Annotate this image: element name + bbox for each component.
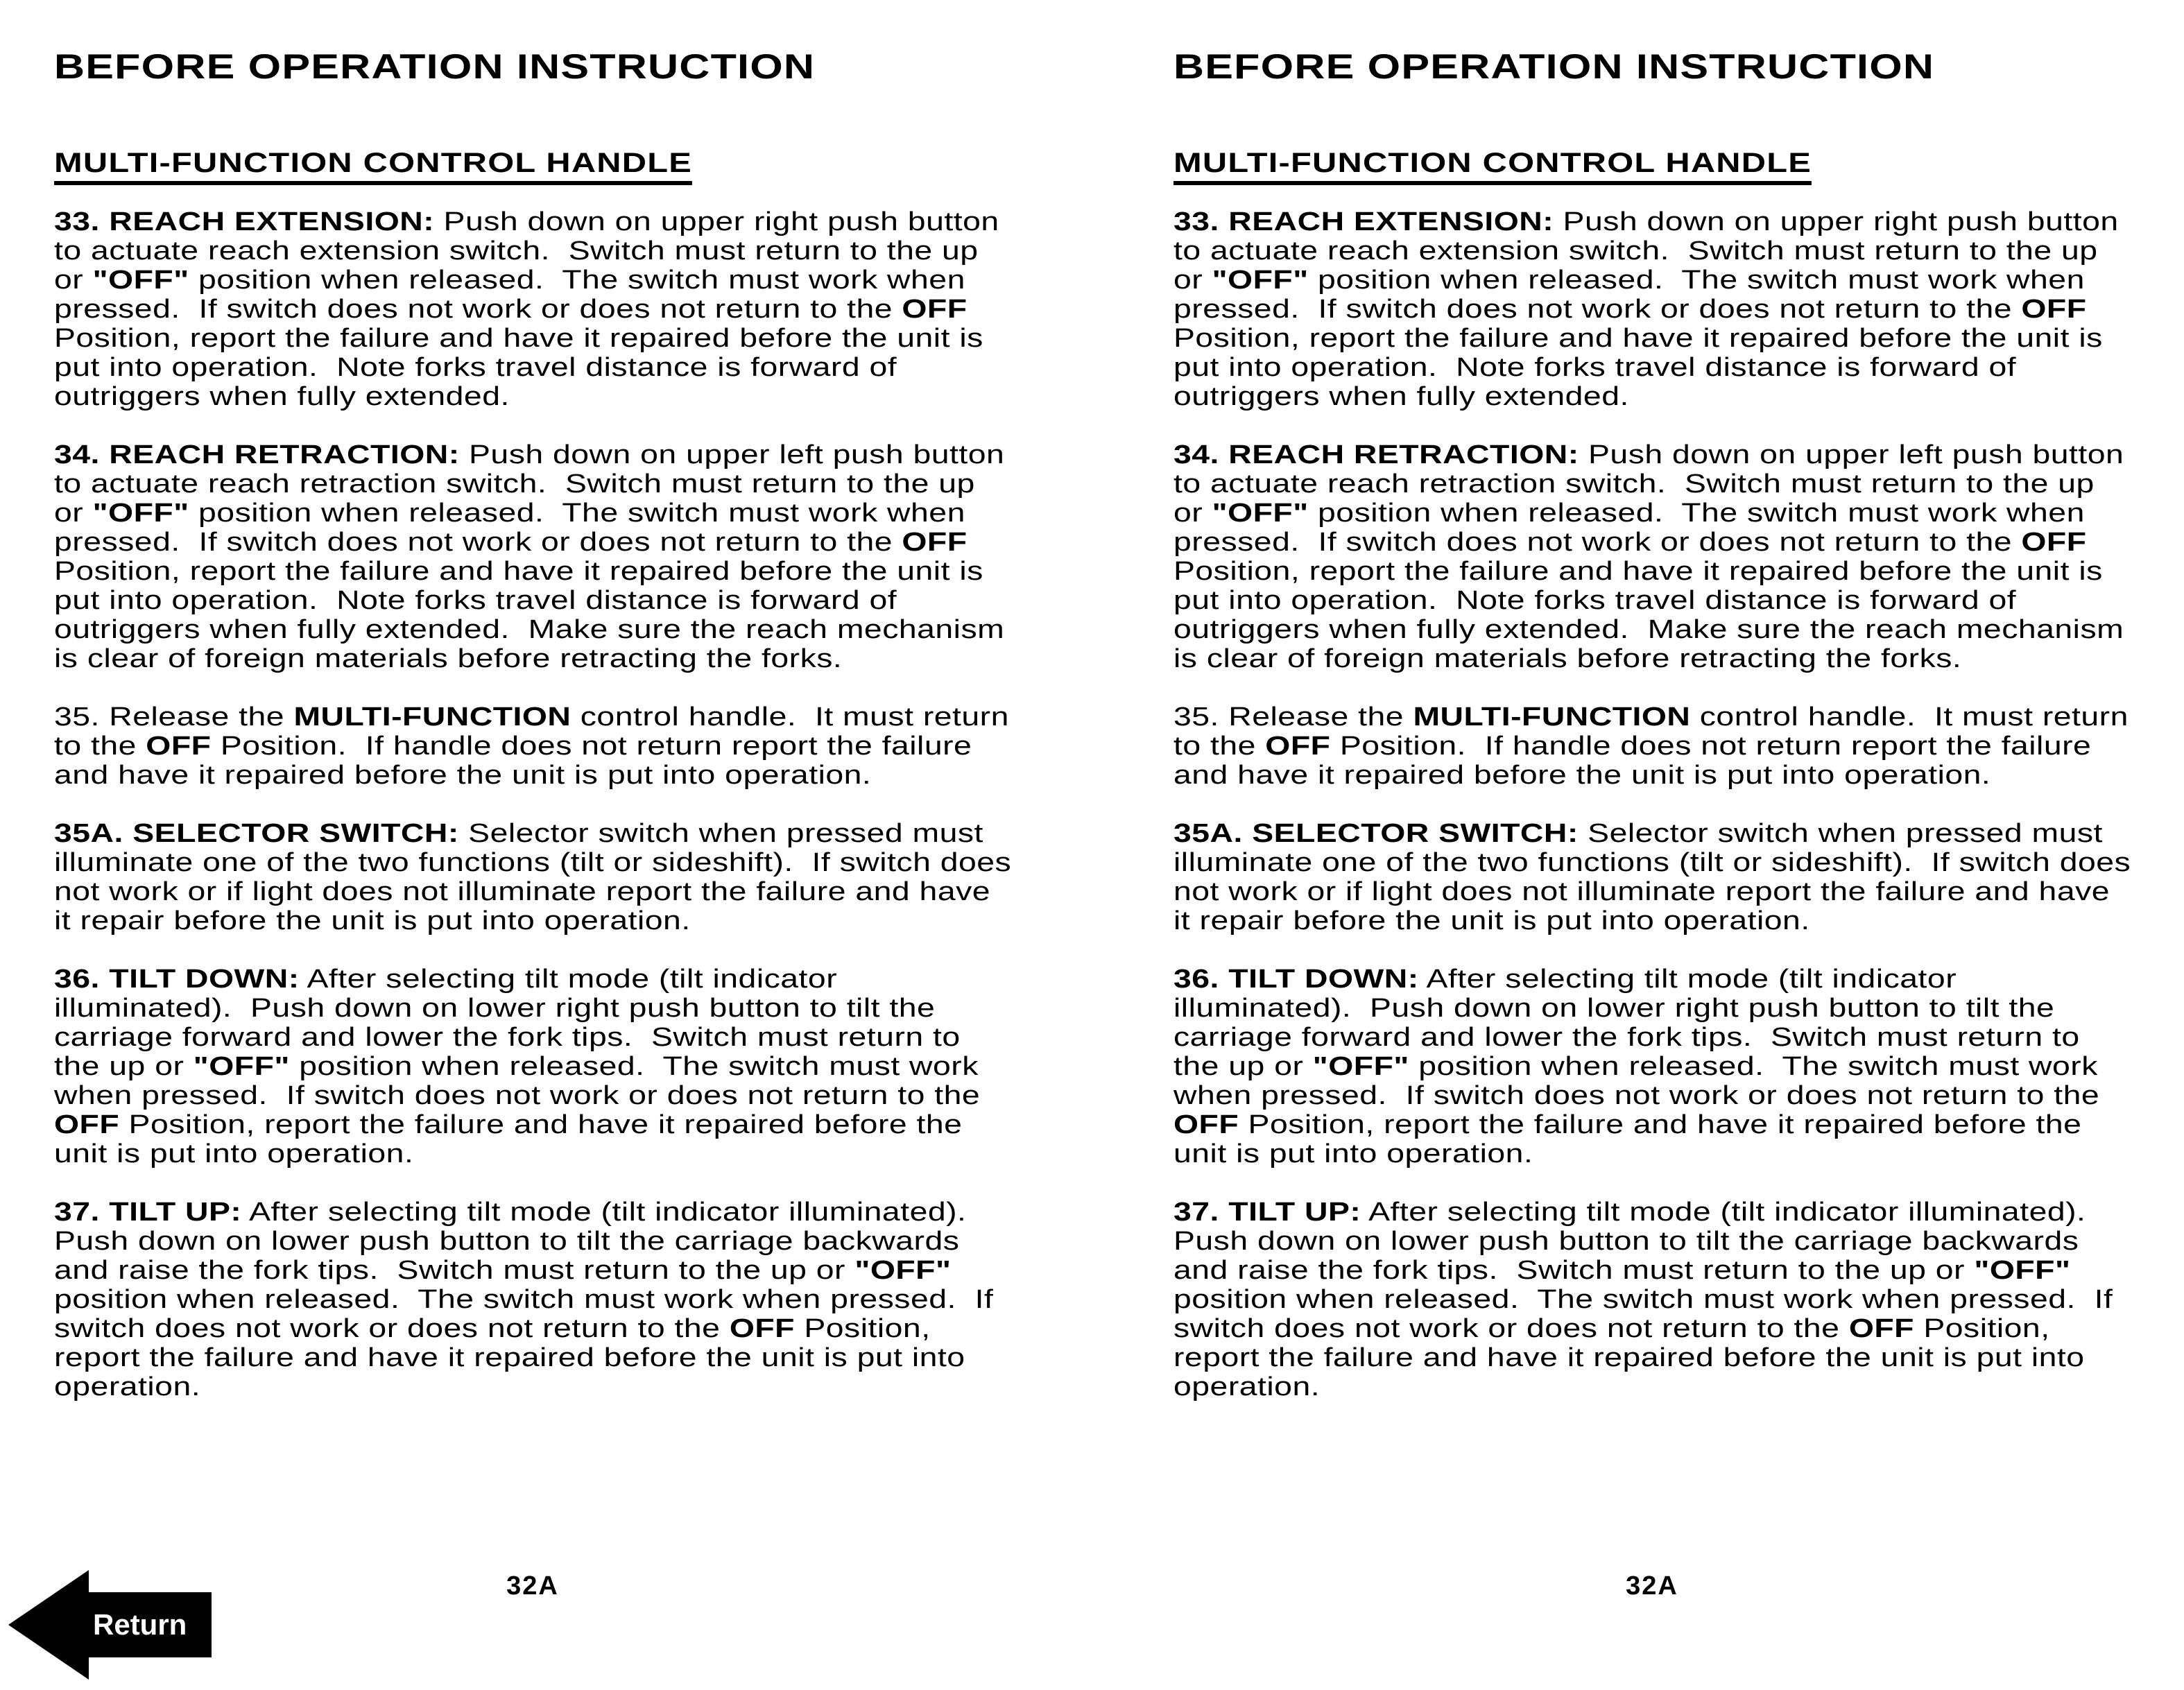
section-heading: MULTI-FUNCTION CONTROL HANDLE <box>54 148 692 185</box>
paragraph <box>54 1198 1012 1402</box>
text-segment: Position, report the failure and have it repaired before the unit is put into operation. Note forks travel distance is forward of outriggers when fully extended. Make sure the reach mechanism is clear of foreign materials before retracting the forks. <box>54 528 1014 673</box>
text-segment: After selecting tilt mode (tilt indicator illuminated). Push down on lower push button to tilt the carriage backwards and raise the fork tips. Switch must return to the up or <box>1173 1198 2105 1285</box>
page-number: 32A <box>506 1571 559 1601</box>
text-segment: OFF <box>1265 732 1331 761</box>
text-segment: "OFF" <box>92 266 189 295</box>
text-segment: 35A. SELECTOR SWITCH: <box>54 819 459 848</box>
text-segment: Position, report the failure and have it repaired before the unit is put into operation. Note forks travel distance is forward of outriggers when fully extended. <box>1173 295 2113 411</box>
page-title: BEFORE OPERATION INSTRUCTION <box>1173 47 1935 86</box>
text-segment: Position, report the failure and have it repaired before the unit is put into operation. Note forks travel distance is forward of outriggers when fully extended. <box>54 295 993 411</box>
page-column-right <box>1173 47 2140 1601</box>
page-number: 32A <box>1626 1571 1678 1601</box>
return-button-label: Return <box>89 1592 212 1657</box>
text-segment: 35. Release the <box>54 702 294 732</box>
text-segment: "OFF" <box>1212 499 1309 528</box>
text-segment: OFF <box>1173 1110 1239 1139</box>
text-segment: 35. Release the <box>1173 702 1413 732</box>
text-segment: 36. TILT DOWN: <box>1173 965 1419 994</box>
return-button[interactable] <box>8 1570 212 1680</box>
text-segment: Position, report the failure and have it repaired before the unit is put into operation. Note forks travel distance is forward of outriggers when fully extended. Make sure the reach mechanism is clear of foreign materials before retracting the forks. <box>1173 528 2133 673</box>
text-segment: 35A. SELECTOR SWITCH: <box>1173 819 1579 848</box>
text-segment: position when released. The switch must work when pressed. If switch does not work or does not return to the <box>1173 1052 2109 1110</box>
page-column-left <box>54 47 1021 1601</box>
text-segment: position when released. The switch must work when pressed. If switch does not work or does not return to the <box>54 266 975 324</box>
text-segment: position when released. The switch must work when pressed. If switch does not work or does not return to the <box>1173 499 2095 557</box>
text-segment: Position, report the failure and have it repaired before the unit is put into operation. <box>54 1314 974 1402</box>
text-segment: 36. TILT DOWN: <box>54 965 300 994</box>
text-segment: OFF <box>729 1314 795 1343</box>
text-segment: Position. If handle does not return report the failure and have it repaired before the unit is put into operation. <box>1173 732 2101 790</box>
text-segment: Position, report the failure and have it repaired before the unit is put into operation. <box>54 1110 972 1169</box>
text-segment: Push down on upper left push button to actuate reach retraction switch. Switch must return to the up or <box>1173 440 2133 528</box>
text-segment: Selector switch when pressed must illuminate one of the two functions (tilt or sideshift). If switch does not work or if light does not illuminate report the failure and have it repair before the unit is put into operation. <box>1173 819 2140 935</box>
text-segment: 34. REACH RETRACTION: <box>54 440 460 469</box>
paragraph <box>1173 207 2131 411</box>
text-segment: MULTI-FUNCTION <box>293 702 571 732</box>
text-segment: MULTI-FUNCTION <box>1413 702 1691 732</box>
text-segment: 33. REACH EXTENSION: <box>54 207 435 236</box>
paragraph <box>1173 1198 2131 1402</box>
text-segment: OFF <box>2021 528 2087 557</box>
paragraph <box>1173 702 2138 790</box>
text-segment: position when released. The switch must work when pressed. If switch does not work or does not return to the <box>1173 1256 2122 1343</box>
section-heading: MULTI-FUNCTION CONTROL HANDLE <box>1173 148 1812 185</box>
text-segment: "OFF" <box>1312 1052 1409 1081</box>
text-segment: position when released. The switch must work when pressed. If switch does not work or does not return to the <box>1173 266 2095 324</box>
text-segment: "OFF" <box>1974 1256 2071 1285</box>
text-segment: After selecting tilt mode (tilt indicator illuminated). Push down on lower push button to tilt the carriage backwards and raise the fork tips. Switch must return to the up or <box>54 1198 986 1285</box>
text-segment: 37. TILT UP: <box>1173 1198 1361 1227</box>
text-segment: position when released. The switch must work when pressed. If switch does not work or does not return to the <box>54 499 975 557</box>
text-segment: "OFF" <box>1212 266 1309 295</box>
page-column-right-content <box>1173 47 2140 1402</box>
text-segment: "OFF" <box>854 1256 952 1285</box>
text-segment: control handle. It must return to the <box>1173 702 2138 761</box>
text-segment: control handle. It must return to the <box>54 702 1019 761</box>
text-segment: OFF <box>146 732 212 761</box>
paragraph <box>54 819 1021 935</box>
text-segment: Position, report the failure and have it repaired before the unit is put into operation. <box>1173 1110 2091 1169</box>
text-segment: 34. REACH RETRACTION: <box>1173 440 1579 469</box>
paragraph <box>54 702 1019 790</box>
text-segment: position when released. The switch must work when pressed. If switch does not work or does not return to the <box>54 1052 990 1110</box>
paragraph <box>1173 440 2131 673</box>
text-segment: After selecting tilt mode (tilt indicator illuminated). Push down on lower right push button to tilt the carriage forward and lower the fork tips. Switch must return to the up or <box>1173 965 2090 1081</box>
text-segment: 37. TILT UP: <box>54 1198 242 1227</box>
page-column-left-content <box>54 47 1021 1402</box>
text-segment: Position. If handle does not return report the failure and have it repaired before the unit is put into operation. <box>54 732 981 790</box>
text-segment: OFF <box>2021 295 2087 324</box>
text-segment: 33. REACH EXTENSION: <box>1173 207 1554 236</box>
text-segment: Push down on upper left push button to actuate reach retraction switch. Switch must return to the up or <box>54 440 1014 528</box>
text-segment: OFF <box>902 528 968 557</box>
text-segment: position when released. The switch must work when pressed. If switch does not work or does not return to the <box>54 1256 1003 1343</box>
text-segment: Selector switch when pressed must illuminate one of the two functions (tilt or sideshift). If switch does not work or if light does not illuminate report the failure and have it repair before the unit is put into operation. <box>54 819 1021 935</box>
left-arrow-icon <box>8 1570 89 1680</box>
paragraph <box>54 207 1012 411</box>
text-segment: "OFF" <box>193 1052 290 1081</box>
paragraph <box>54 440 1012 673</box>
text-segment: Push down on upper right push button to actuate reach extension switch. Switch must return to the up or <box>1173 207 2129 295</box>
text-segment: OFF <box>54 1110 120 1139</box>
text-segment: Push down on upper right push button to actuate reach extension switch. Switch must return to the up or <box>54 207 1009 295</box>
paragraph <box>1173 819 2140 935</box>
text-segment: "OFF" <box>92 499 189 528</box>
text-segment: OFF <box>1848 1314 1914 1343</box>
page-title: BEFORE OPERATION INSTRUCTION <box>54 47 816 86</box>
text-segment: After selecting tilt mode (tilt indicator illuminated). Push down on lower right push button to tilt the carriage forward and lower the fork tips. Switch must return to the up or <box>54 965 970 1081</box>
paragraph-list <box>1173 207 2140 1402</box>
text-segment: OFF <box>902 295 968 324</box>
text-segment: Position, report the failure and have it repaired before the unit is put into operation. <box>1173 1314 2094 1402</box>
paragraph <box>54 965 1012 1169</box>
paragraph-list <box>54 207 1021 1402</box>
paragraph <box>1173 965 2131 1169</box>
